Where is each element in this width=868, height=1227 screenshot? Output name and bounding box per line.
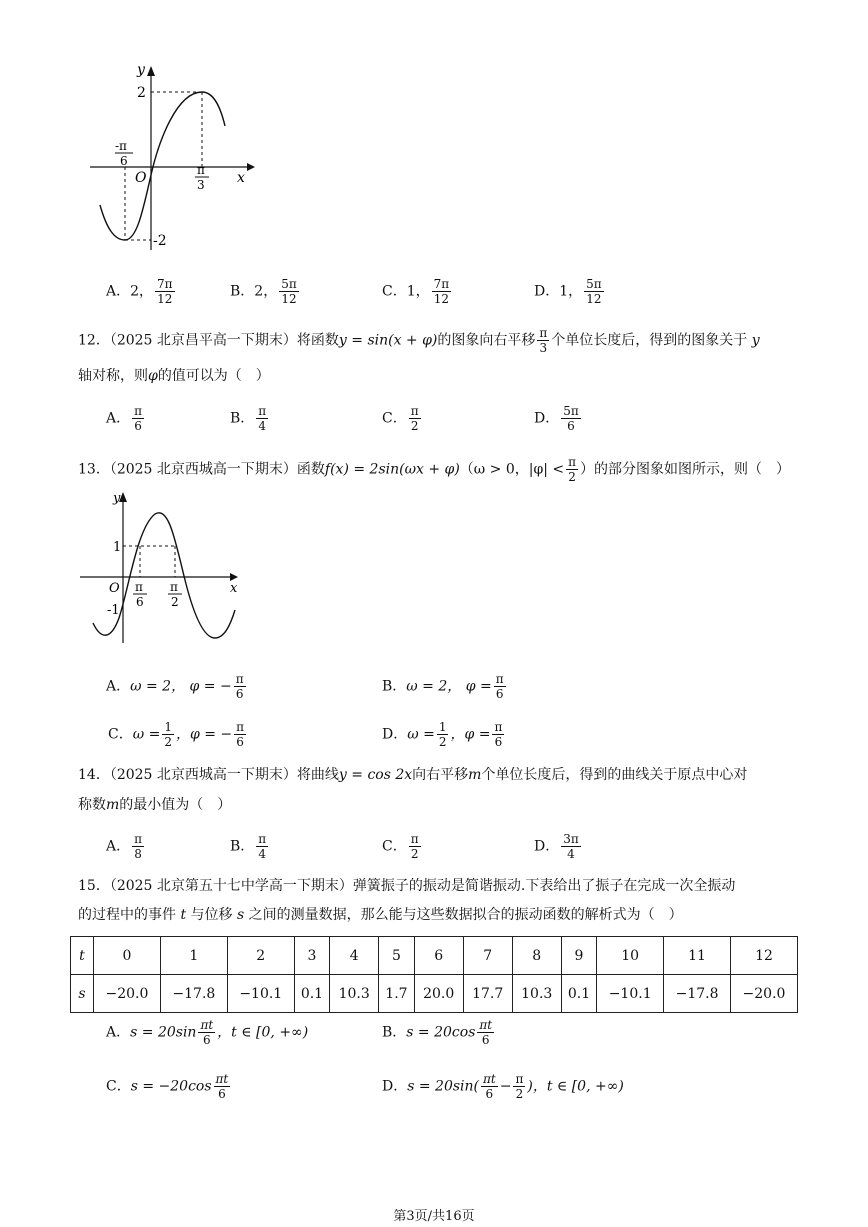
- q13-stem: 13．（2025 北京西城高一下期末）函数f(x) = 2sin(ωx + φ)（ω > 0，|φ| < $\frac{\pi}{2}$ ）的部分图象如图所示，则（ ）: [78, 455, 791, 484]
- table-cell: 10: [597, 937, 664, 975]
- table-cell: −20.0: [94, 975, 161, 1013]
- table-cell: t: [71, 937, 94, 975]
- q15-option-a[interactable]: A．s = 20sin $\frac{\pi t}{6}$ ，t ∈ [0, +∞): [106, 1018, 309, 1047]
- q14-option-c[interactable]: C． $\frac{\pi}{2}$: [382, 832, 419, 861]
- table-cell: 10.3: [512, 975, 561, 1013]
- q11-option-b[interactable]: B．2， $\frac{5\pi}{12}$: [230, 277, 297, 306]
- y-max-label: 2: [137, 85, 146, 101]
- table-cell: 1: [160, 937, 227, 975]
- sine-curve: [93, 513, 235, 638]
- table-cell: −10.1: [597, 975, 664, 1013]
- tick-neg-one: -1: [107, 603, 120, 618]
- q12-option-a[interactable]: A． $\frac{\pi}{6}$: [106, 404, 143, 433]
- q12-option-b[interactable]: B． $\frac{\pi}{4}$: [230, 404, 267, 433]
- tick-pi6-num: π: [135, 580, 143, 594]
- q11-option-a[interactable]: A．2， $\frac{7\pi}{12}$: [106, 277, 173, 306]
- q15-stem-line2: 的过程中的事件 t 与位移 s 之间的测量数据，那么能与这些数据拟合的振动函数的解析式为（ ）: [78, 907, 683, 923]
- x-label: x: [237, 170, 245, 186]
- q15-option-d[interactable]: D．s = 20sin( $\frac{\pi t}{6}$ − $\frac{\pi}{2}$ )，t ∈ [0, +∞): [382, 1072, 624, 1101]
- q13-option-a[interactable]: A．ω = 2， φ = − $\frac{\pi}{6}$: [106, 672, 244, 701]
- q14-option-b[interactable]: B． $\frac{\pi}{4}$: [230, 832, 267, 861]
- q15-option-c[interactable]: C．s = −20cos $\frac{\pi t}{6}$: [106, 1072, 229, 1101]
- table-cell: 1.7: [379, 975, 414, 1013]
- neg-tick-num: -π: [115, 139, 127, 153]
- q14-stem-line1: 14．（2025 北京西城高一下期末）将曲线y = cos 2x向右平移m个单位长度后，得到的曲线关于原点中心对: [78, 767, 748, 783]
- y-axis-arrow: [147, 66, 155, 76]
- neg-tick-den: 6: [120, 154, 128, 168]
- table-cell: 6: [414, 937, 463, 975]
- q13-option-c[interactable]: C．ω = $\frac{1}{2}$ ，φ = − $\frac{\pi}{6}$: [108, 720, 245, 749]
- q12-stem-line1: 12．（2025 北京昌平高一下期末）将函数y = sin(x + φ)的图象向右平移 $\frac{\pi}{3}$ 个单位长度后，得到的图象关于 y: [78, 326, 760, 355]
- q12-option-d[interactable]: D． $\frac{5\pi}{6}$: [534, 404, 579, 433]
- origin-label: O: [109, 581, 120, 596]
- q11-option-d[interactable]: D．1， $\frac{5\pi}{12}$: [534, 277, 602, 306]
- table-cell: 7: [463, 937, 512, 975]
- q14-option-a[interactable]: A． $\frac{\pi}{8}$: [106, 832, 143, 861]
- table-cell: −17.8: [664, 975, 731, 1013]
- table-cell: −17.8: [160, 975, 227, 1013]
- table-cell: 9: [561, 937, 596, 975]
- q13-option-d[interactable]: D．ω = $\frac{1}{2}$ ，φ = $\frac{\pi}{6}$: [382, 720, 503, 749]
- tick-pi2-den: 2: [171, 595, 179, 609]
- q14-stem-line2: 称数m的最小值为（ ）: [78, 797, 232, 813]
- graph-q13: [75, 488, 245, 648]
- data-table: [70, 936, 798, 1013]
- table-cell: s: [71, 975, 94, 1013]
- q15-option-b[interactable]: B．s = 20cos $\frac{\pi t}{6}$: [382, 1018, 493, 1047]
- table-cell: 0.1: [294, 975, 329, 1013]
- origin-label: O: [135, 170, 147, 186]
- q13-option-b[interactable]: B．ω = 2， φ = $\frac{\pi}{6}$: [382, 672, 504, 701]
- table-cell: 4: [330, 937, 379, 975]
- table-cell: 8: [512, 937, 561, 975]
- y-label: y: [113, 491, 121, 506]
- page-footer: 第3页/共16页: [393, 1209, 475, 1224]
- q11-option-c[interactable]: C．1， $\frac{7\pi}{12}$: [382, 277, 450, 306]
- table-cell: −10.1: [227, 975, 294, 1013]
- tick-pi6-den: 6: [136, 595, 144, 609]
- q15-stem-line1: 15．（2025 北京第五十七中学高一下期末）弹簧振子的振动是简谐振动.下表给出了振子在完成一次全振动: [78, 878, 736, 894]
- table-cell: 2: [227, 937, 294, 975]
- pos-tick-den: 3: [197, 178, 205, 192]
- table-cell: 10.3: [330, 975, 379, 1013]
- q12-option-c[interactable]: C． $\frac{\pi}{2}$: [382, 404, 419, 433]
- table-cell: −20.0: [731, 975, 798, 1013]
- table-cell: 11: [664, 937, 731, 975]
- table-row: [71, 937, 798, 975]
- graph-q11: [85, 60, 265, 255]
- table-cell: 3: [294, 937, 329, 975]
- table-row: [71, 975, 798, 1013]
- x-axis-arrow: [247, 163, 255, 171]
- table-cell: 12: [731, 937, 798, 975]
- y-label: y: [137, 62, 145, 78]
- table-cell: 0.1: [561, 975, 596, 1013]
- sine-curve: [100, 92, 225, 240]
- x-label: x: [230, 581, 238, 596]
- table-cell: 0: [94, 937, 161, 975]
- tick-one: 1: [113, 540, 122, 555]
- y-min-label: -2: [153, 233, 167, 249]
- q14-option-d[interactable]: D． $\frac{3\pi}{4}$: [534, 832, 579, 861]
- tick-pi2-num: π: [170, 580, 178, 594]
- x-axis-arrow: [230, 573, 238, 581]
- table-cell: 5: [379, 937, 414, 975]
- table-cell: 17.7: [463, 975, 512, 1013]
- q12-stem-line2: 轴对称，则φ的值可以为（ ）: [78, 368, 270, 384]
- pos-tick-num: π: [197, 163, 205, 177]
- table-cell: 20.0: [414, 975, 463, 1013]
